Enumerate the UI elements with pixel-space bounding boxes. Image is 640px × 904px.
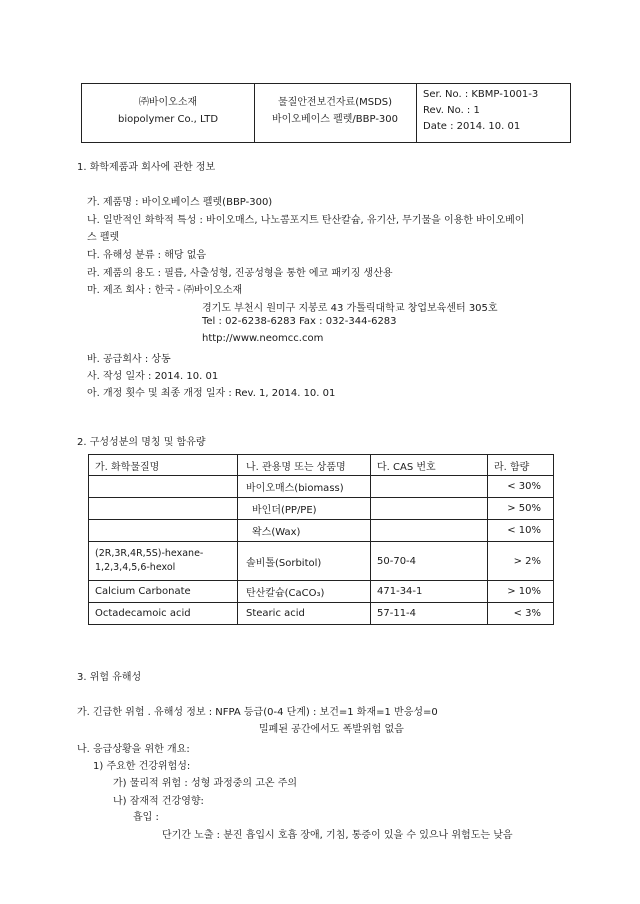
product-name-line: 가. 제품명 : 바이오베이스 펠렛(BBP-300) xyxy=(87,197,273,208)
chemical-name-cell xyxy=(89,476,238,498)
revision-info-line: 아. 개정 횟수 및 최종 개정 일자 : Rev. 1, 2014. 10. 01 xyxy=(87,388,336,399)
cas-number-cell xyxy=(371,498,488,520)
chemical-name-cell: Calcium Carbonate xyxy=(89,581,238,603)
composition-table xyxy=(88,454,554,625)
cas-number-cell: 57-11-4 xyxy=(371,603,488,625)
inhalation-label: 흡입 : xyxy=(133,812,159,823)
health-hazards-line: 1) 주요한 건강위험성: xyxy=(93,761,191,772)
explosion-note: 밀폐된 공간에서도 폭발위험 없음 xyxy=(259,724,404,735)
table-row xyxy=(89,542,554,581)
content-cell: > 50% xyxy=(488,498,554,520)
content-cell: < 3% xyxy=(488,603,554,625)
title-block xyxy=(254,94,416,128)
potential-health-effects-line: 나) 잠재적 건강영향: xyxy=(113,796,204,807)
cas-number-cell: 50-70-4 xyxy=(371,542,488,581)
cas-number-cell xyxy=(371,520,488,542)
physical-hazard-line: 가) 물리적 위험 : 성형 과정중의 고온 주의 xyxy=(113,778,298,789)
table-row xyxy=(89,603,554,625)
chemical-name-cell: Octadecamoic acid xyxy=(89,603,238,625)
common-name-cell: 솔비톨(Sorbitol) xyxy=(238,542,371,581)
common-name-cell: 바이오매스(biomass) xyxy=(238,476,371,498)
common-name-cell: 왁스(Wax) xyxy=(238,520,371,542)
table-row xyxy=(89,476,554,498)
table-header-row xyxy=(89,455,554,476)
common-name-cell: 탄산칼슘(CaCO₃) xyxy=(238,581,371,603)
content-cell: > 2% xyxy=(488,542,554,581)
column-header: 나. 관용명 또는 상품명 xyxy=(238,455,371,476)
content-cell: > 10% xyxy=(488,581,554,603)
header-divider xyxy=(416,84,417,142)
cas-number-cell: 471-34-1 xyxy=(371,581,488,603)
supplier-line: 바. 공급회사 : 상동 xyxy=(87,354,171,365)
short-term-exposure-line: 단기간 노출 : 분진 흡입시 호흡 장애, 기침, 통증이 있을 수 있으나 위험도는 낮음 xyxy=(162,830,513,841)
company-name-en: biopolymer Co., LTD xyxy=(117,114,219,125)
column-header: 가. 화학물질명 xyxy=(89,455,238,476)
manufacturer-line: 마. 제조 회사 : 한국 - ㈜바이오소재 xyxy=(87,285,243,296)
product-use-line: 라. 제품의 용도 : 필름, 사출성형, 진공성형을 통한 에코 패키징 생산용 xyxy=(87,268,393,279)
content-cell: < 10% xyxy=(488,520,554,542)
chemical-characteristics-line: 나. 일반적인 화학적 특성 : 바이오매스, 나노콤포지트 탄산칼슘, 유기산, 무기물을 이용한 바이오베이 xyxy=(87,215,525,226)
emergency-hazard-line: 가. 긴급한 위험 . 유해성 정보 : NFPA 등급(0-4 단계) : 보건=1 화재=1 반응성=0 xyxy=(77,707,438,718)
revision-number: Rev. No. : 1 xyxy=(423,105,480,116)
emergency-overview-line: 나. 응급상황을 위한 개요: xyxy=(77,744,190,755)
section-2-title: 2. 구성성분의 명칭 및 함유량 xyxy=(77,437,206,448)
cas-number-cell xyxy=(371,476,488,498)
manufacturer-contact: Tel : 02-6238-6283 Fax : 032-344-6283 xyxy=(202,316,397,327)
document-title: 물질안전보건자료(MSDS) xyxy=(277,97,393,108)
revision-block xyxy=(423,87,538,135)
table-row xyxy=(89,581,554,603)
product-name: 바이오베이스 펠렛/BBP-300 xyxy=(271,114,399,125)
column-header: 다. CAS 번호 xyxy=(371,455,488,476)
content-cell: < 30% xyxy=(488,476,554,498)
common-name-cell: Stearic acid xyxy=(238,603,371,625)
manufacturer-website: http://www.neomcc.com xyxy=(202,333,324,344)
table-row xyxy=(89,520,554,542)
section-3-title: 3. 위험 유해성 xyxy=(77,672,142,683)
serial-number: Ser. No. : KBMP-1001-3 xyxy=(423,89,539,100)
manufacturer-address: 경기도 부천시 원미구 지봉로 43 가톨릭대학교 창업보육센터 305호 xyxy=(202,303,498,314)
date-written-line: 사. 작성 일자 : 2014. 10. 01 xyxy=(87,371,219,382)
company-block xyxy=(82,94,254,128)
chemical-name-cell xyxy=(89,520,238,542)
section-1-title: 1. 화학제품과 회사에 관한 정보 xyxy=(77,162,216,173)
table-row xyxy=(89,498,554,520)
hazard-classification-line: 다. 유해성 분류 : 해당 없음 xyxy=(87,250,207,261)
issue-date: Date : 2014. 10. 01 xyxy=(423,121,521,132)
common-name-cell: 바인더(PP/PE) xyxy=(238,498,371,520)
company-name-kr: ㈜바이오소재 xyxy=(138,97,198,108)
column-header: 라. 함량 xyxy=(488,455,554,476)
chemical-name-cell: (2R,3R,4R,5S)-hexane-1,2,3,4,5,6-hexol xyxy=(89,542,238,581)
chemical-characteristics-cont: 스 펠렛 xyxy=(87,232,120,243)
document-header xyxy=(81,83,571,143)
chemical-name-cell xyxy=(89,498,238,520)
